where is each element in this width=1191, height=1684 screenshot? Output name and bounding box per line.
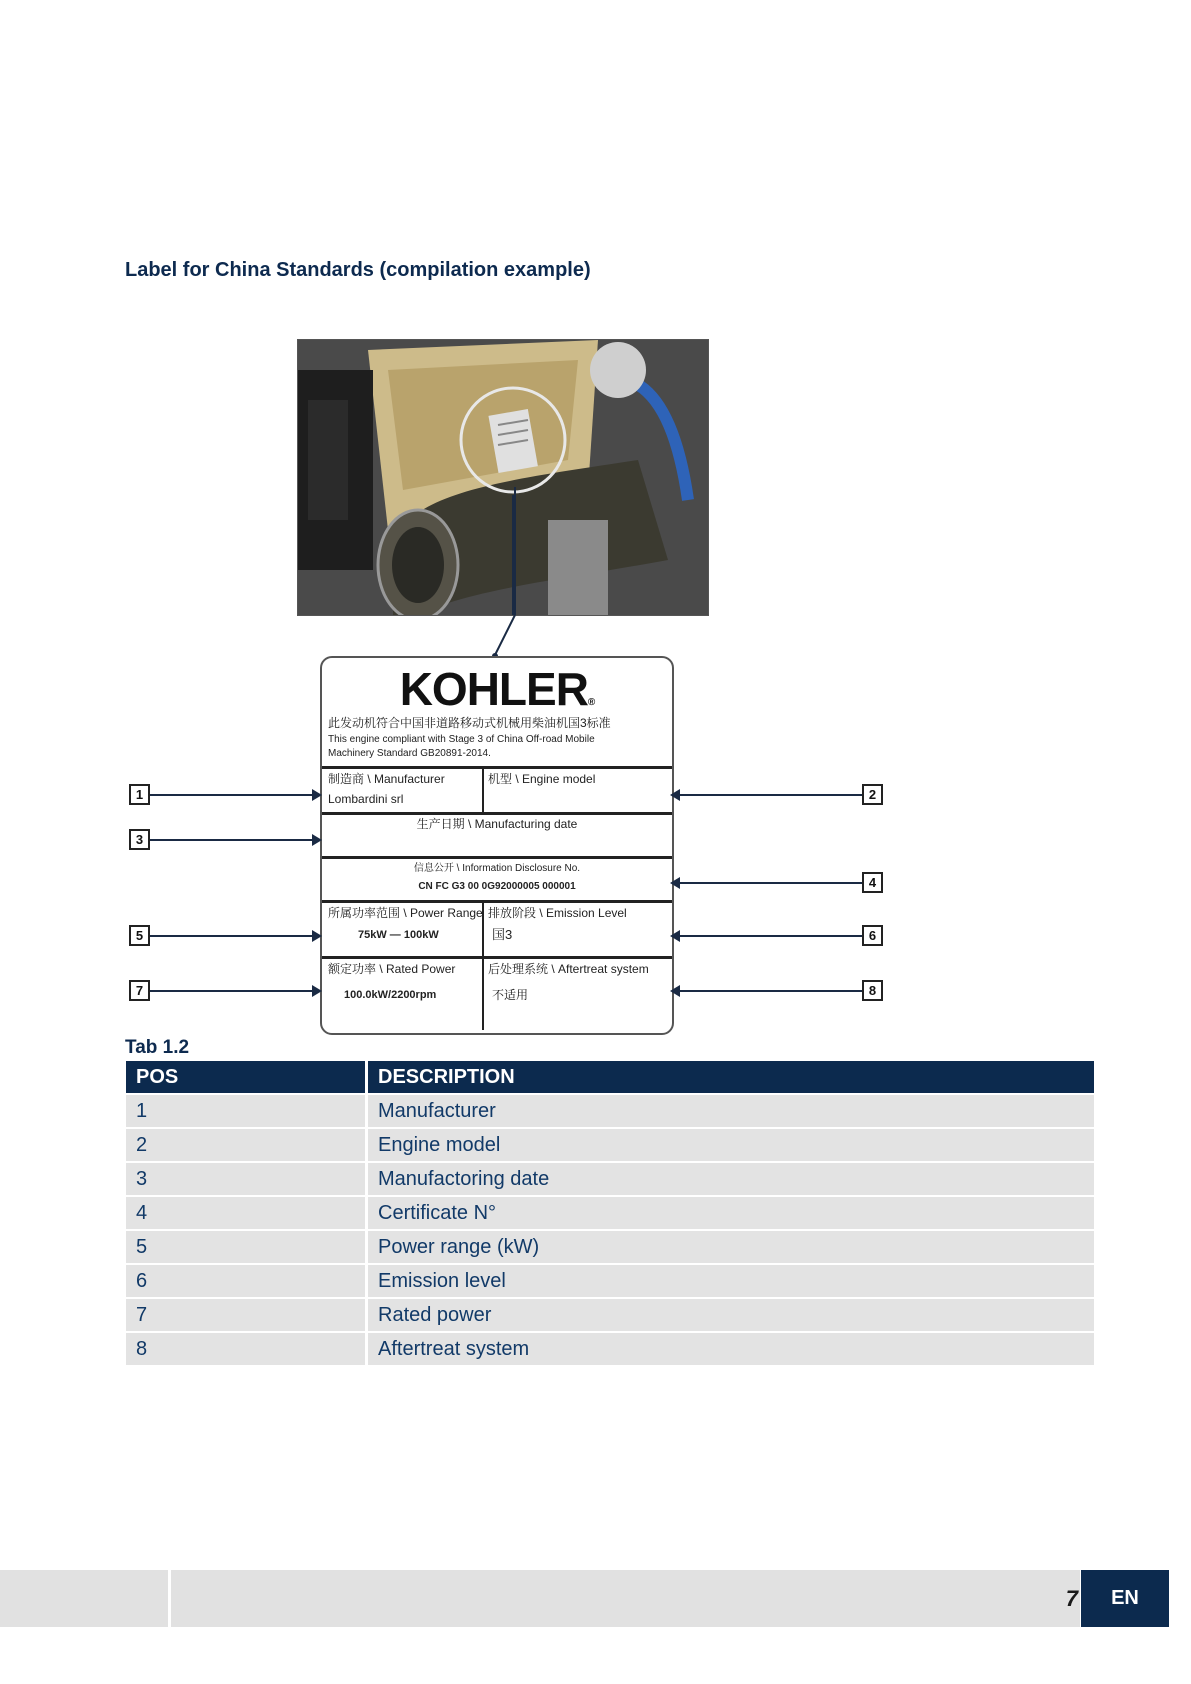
rated-power-title: 额定功率 \ Rated Power <box>328 962 456 976</box>
callout-1: 1 <box>129 784 150 805</box>
kohler-logo: KOHLER® <box>399 663 595 715</box>
description-cell: Rated power <box>368 1299 1094 1331</box>
callout-8-arrow <box>672 990 862 992</box>
disclosure-value: CN FC G3 00 0G92000005 000001 <box>418 881 576 892</box>
nameplate-label <box>320 656 674 1035</box>
callout-5: 5 <box>129 925 150 946</box>
callout-1-arrow <box>150 794 320 796</box>
footer-divider <box>168 1570 171 1627</box>
callout-2-arrow <box>672 794 862 796</box>
pos-cell: 5 <box>126 1231 365 1263</box>
table-row <box>126 1333 1094 1365</box>
power-range-title: 所属功率范围 \ Power Range <box>328 906 483 920</box>
description-cell: Emission level <box>368 1265 1094 1297</box>
header-pos: POS <box>126 1061 365 1093</box>
pos-cell: 7 <box>126 1299 365 1331</box>
callout-3-arrow <box>150 839 320 841</box>
callout-7-arrow <box>150 990 320 992</box>
description-cell: Aftertreat system <box>368 1333 1094 1365</box>
callout-4: 4 <box>862 872 883 893</box>
rated-power-value: 100.0kW/2200rpm <box>344 989 437 1001</box>
callout-2: 2 <box>862 784 883 805</box>
table-row <box>126 1163 1094 1195</box>
description-cell: Certificate N° <box>368 1197 1094 1229</box>
page-title: Label for China Standards (compilation example) <box>125 259 591 281</box>
table-row <box>126 1231 1094 1263</box>
table-row <box>126 1129 1094 1161</box>
power-range-value: 75kW — 100kW <box>358 929 439 941</box>
emission-title: 排放阶段 \ Emission Level <box>488 906 627 920</box>
engine-model-title: 机型 \ Engine model <box>488 772 596 786</box>
description-cell: Power range (kW) <box>368 1231 1094 1263</box>
position-table <box>126 1061 1094 1367</box>
pos-cell: 6 <box>126 1265 365 1297</box>
pos-cell: 2 <box>126 1129 365 1161</box>
description-cell: Engine model <box>368 1129 1094 1161</box>
footer-bar <box>0 1570 1080 1627</box>
table-row <box>126 1299 1094 1331</box>
callout-8: 8 <box>862 980 883 1001</box>
compliance-en-1: This engine compliant with Stage 3 of China Off-road Mobile <box>328 734 595 745</box>
pos-cell: 4 <box>126 1197 365 1229</box>
pos-cell: 3 <box>126 1163 365 1195</box>
manufacturer-title: 制造商 \ Manufacturer <box>328 772 445 786</box>
pos-cell: 1 <box>126 1095 365 1127</box>
disclosure-title: 信息公开 \ Information Disclosure No. <box>413 863 581 874</box>
description-cell: Manufacturer <box>368 1095 1094 1127</box>
aftertreat-value: 不适用 <box>492 988 529 1002</box>
description-cell: Manufactoring date <box>368 1163 1094 1195</box>
callout-3: 3 <box>129 829 150 850</box>
connector-line <box>120 335 900 665</box>
pos-cell: 8 <box>126 1333 365 1365</box>
callout-5-arrow <box>150 935 320 937</box>
table-row <box>126 1197 1094 1229</box>
language-badge: EN <box>1081 1570 1169 1627</box>
table-row <box>126 1265 1094 1297</box>
table-row <box>126 1095 1094 1127</box>
compliance-en-2: Machinery Standard GB20891-2014. <box>328 748 491 759</box>
aftertreat-title: 后处理系统 \ Aftertreat system <box>488 962 649 976</box>
manufacturing-date-title: 生产日期 \ Manufacturing date <box>416 817 578 831</box>
page-number: 7 <box>1065 1586 1078 1611</box>
table-header-row <box>126 1061 1094 1093</box>
callout-6-arrow <box>672 935 862 937</box>
callout-6: 6 <box>862 925 883 946</box>
callout-4-arrow <box>672 882 862 884</box>
emission-value: 国3 <box>492 927 513 942</box>
compliance-cn: 此发动机符合中国非道路移动式机械用柴油机国3标准 <box>328 716 611 730</box>
table-caption: Tab 1.2 <box>125 1037 190 1058</box>
label-figure <box>120 335 900 1035</box>
callout-7: 7 <box>129 980 150 1001</box>
header-description: DESCRIPTION <box>368 1061 1094 1093</box>
manufacturer-value: Lombardini srl <box>328 792 404 806</box>
